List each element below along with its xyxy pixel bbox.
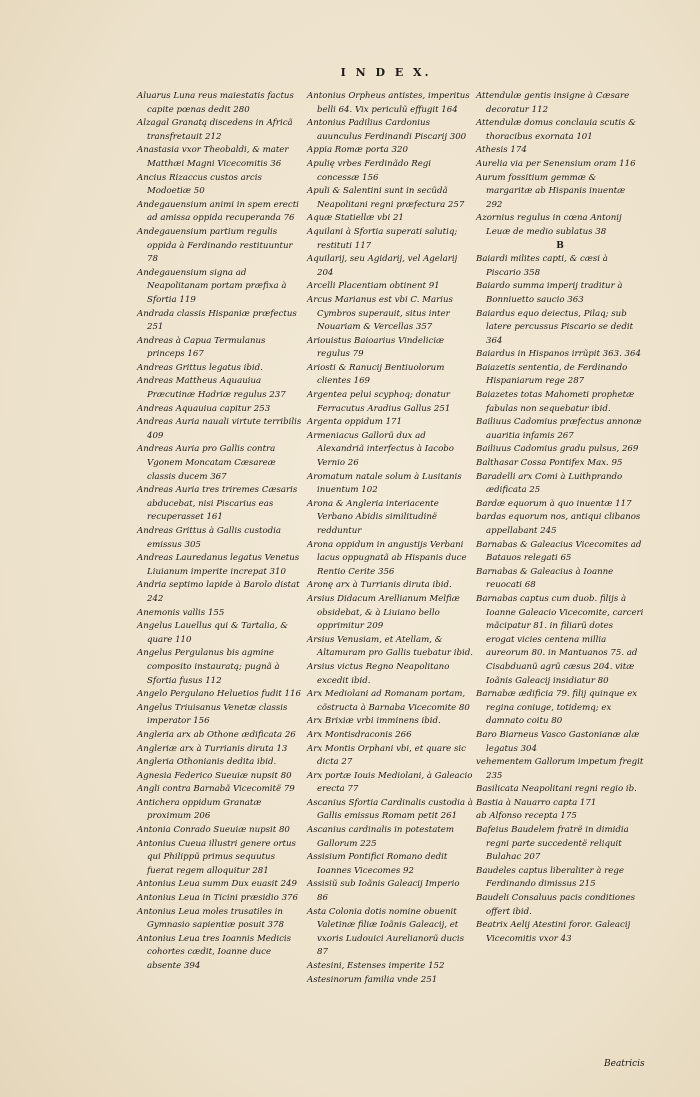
index-entry: Baiardus equo deiectus, Pilaq; sub latere percussus Piscario se dedit 364 (476, 308, 634, 346)
index-entry: Angelus Pergulanus bis agmine composito instauratą; pugnã à Sfortia fusus 112 (137, 648, 280, 686)
index-entry: Angleria arx ab Othone ædificata 26 (137, 729, 296, 740)
index-entry: Assisiũ sub Ioãnis Galeacij Imperio 86 (307, 879, 460, 904)
index-entry: Baudeles captus liberaliter à rege Ferdinando dimissus 215 (476, 865, 624, 890)
index-entry: Ascanius Sfortia Cardinalis custodia à Gallis emissus Romam petit 261 (307, 797, 473, 822)
catchword: Beatricis (604, 1059, 645, 1069)
index-entry: Antonia Conrado Sueuiæ nupsit 80 (137, 825, 290, 836)
index-entry: Astesini, Estenses imperite 152 (307, 961, 445, 971)
index-entry: Asta Colonia dotis nomine obuenit Valetinæ filiæ Ioãnis Galeacij, et vxoris Ludouici Aurelianorũ ducis 87 (307, 906, 465, 958)
index-entry: Andreas Mattheus Aquauiua Præcutinæ Hadriæ regulus 237 (137, 376, 286, 401)
index-entry: Bardæ equorum à quo inuentæ 117 (476, 498, 632, 509)
index-entry: Antichera oppidum Granatæ proximum 206 (137, 797, 262, 822)
index-entry: Antonius Leua summ Dux euasit 249 (137, 879, 297, 890)
index-entry: Barnabas & Galeacius Vicecomites ad Batauos relegati 65 (476, 539, 642, 564)
index-entry: Andreas Auria nauali virtute terribilis 409 (137, 417, 302, 441)
index-entry: Attendulæ gentis insigne à Cæsare decoratur 112 (476, 91, 630, 115)
index-entry: Arsius victus Regno Neapolitano excedit ibid. (307, 661, 450, 686)
index-entry: Arx Montisdraconis 266 (307, 729, 412, 740)
index-entry: Antonius Leua in Ticini præsidio 376 (137, 893, 298, 904)
index-entry: Arx Montis Orphani vbi, et quare sic dicta 27 (307, 743, 466, 768)
index-entry: Barnabæ ædificia 79. filij quinque ex regina coniuge, totidemq; ex damnato coitu 80 (476, 689, 638, 727)
index-entry: Anastasia vxor Theobaldi, & mater Matthæi Magni Vicecomitis 36 (137, 145, 289, 169)
index-entry: Barnabas captus cum duob. filijs à Ioanne Galeacio Vicecomite, carceri mãcipatur 81. in filiarũ dotes erogat vicies centena millia aureorum 80. in Mantuanos 75. ad Cisabduanũ agrũ cæsus 204. vitæ Ioãnis Galeacij insidiatur 80 (476, 593, 644, 686)
index-column-3 (476, 90, 644, 946)
index-column-2 (307, 90, 473, 987)
index-entry: vehementem Gallorum impetum fregit 235 (476, 757, 644, 781)
index-entry: Arx Mediolani ad Romanam portam, cõstructa à Barnaba Vicecomite 80 (307, 689, 470, 713)
index-column-1 (137, 90, 303, 974)
index-entry: Azornius regulus in cœna Antonij Leuæ de medio sublatus 38 (476, 213, 622, 237)
index-entry: Antonius Orpheus antistes, imperitus belli 64. Vix periculũ effugit 164 (307, 91, 470, 115)
index-entry: Angelus Triuisanus Venetæ classis imperator 156 (137, 702, 288, 727)
index-entry: Astesinorum familia vnde 251 (307, 974, 438, 985)
index-entry: Baiardi milites capti, & cæsi à Piscario 358 (476, 254, 608, 278)
index-entry: Andrada classis Hispaniæ præfectus 251 (137, 308, 297, 333)
index-entry: Andegauensium animi in spem erecti ad amissa oppida recuperanda 76 (137, 199, 299, 224)
index-entry: Arcelli Placentiam obtinent 91 (307, 281, 440, 292)
index-entry: Andreas Grittus legatus ibid. (137, 362, 263, 373)
index-entry: Aurelia via per Senensium oram 116 (476, 158, 636, 169)
index-entry: Andria septimo lapide à Barolo distat 242 (137, 580, 300, 604)
index-entry: Apulię vrbes Ferdinãdo Regi concessæ 156 (307, 158, 432, 183)
index-entry: Antonius Padilius Cardonius auunculus Ferdinandi Piscarij 300 (307, 118, 467, 142)
index-entry: Baro Biarneus Vasco Gastonianæ alæ legatus 304 (476, 729, 640, 754)
index-entry: ab Alfonso recepta 175 (476, 811, 577, 822)
index-entry: Baradelli arx Comi à Luithprando ædificata 25 (476, 471, 623, 496)
index-entry: Andreas à Capua Termulanus princeps 167 (137, 335, 266, 360)
index-entry: Attendulæ domus conclauia scutis & thoracibus exornata 101 (476, 118, 636, 142)
index-entry: Andreas Lauredanus legatus Venetus Liuianum imperite increpat 310 (137, 553, 300, 577)
index-entry: Arx portæ Iouis Mediolani, à Galeacio erecta 77 (307, 770, 473, 795)
index-entry: Bailiuus Cadomius præfectus annonæ auaritia infamis 267 (476, 417, 642, 441)
index-entry: Andreas Auria pro Gallis contra Vgonem Moncatam Cæsareæ classis ducem 367 (137, 444, 276, 482)
index-entry: Aurum fossitium gemmæ & margaritæ ab Hispanis inuentæ 292 (476, 172, 626, 210)
index-entry: Anemonis vallis 155 (137, 607, 225, 618)
index-entry: Agnesia Federico Sueuiæ nupsit 80 (137, 770, 292, 781)
index-entry: Bailiuus Cadomius gradu pulsus, 269 (476, 444, 639, 455)
index-entry: Arx Brixiæ vrbi imminens ibid. (307, 716, 441, 727)
index-entry: bardas equorum nos, antiqui clibanos appellabant 245 (476, 512, 641, 536)
index-entry: Aquæ Statiellæ vbi 21 (307, 213, 404, 224)
index-entry: Andegauensium partium regulis oppida à Ferdinando restituuntur 78 (137, 226, 293, 265)
index-entry: Angli contra Barnabã Vicecomitë 79 (137, 784, 295, 795)
index-entry: Antonius Cueua illustri genere ortus qui Philippũ primus sequutus fuerat regem alloquitur 281 (137, 838, 296, 876)
index-entry: Baiazetes totas Mahometi prophetæ fabulas non sequebatur ibid. (476, 390, 635, 414)
index-entry: Aquilarij, seu Agidarij, vel Agelarij 204 (307, 254, 458, 278)
index-entry: Angelus Lauellus qui & Tartalia, & quare 110 (137, 621, 288, 645)
index-entry: Bastia à Nauarro capta 171 (476, 797, 597, 808)
index-entry: Appia Romæ porta 320 (307, 145, 408, 156)
index-entry: Apuli & Salentini sunt in secũdã Neapolitani regni præfectura 257 (307, 186, 465, 210)
index-entry: Alzagal Granatą discedens in Africã transfretauit 212 (137, 118, 293, 142)
index-entry: Aquilani à Sfortia superati salutiq; restituti 117 (307, 226, 458, 251)
index-entry: Baiardo summa imperij traditur à Bonniuetto saucio 363 (476, 281, 623, 305)
index-column-3-b-entries (476, 253, 644, 946)
index-column-3-a-entries (476, 90, 644, 240)
index-entry: Baiardus in Hispanos irrũpit 363. 364 (476, 349, 641, 360)
index-entry: Angleria Othonianis dedita ibid. (137, 757, 277, 768)
index-entry: Andreas Grittus à Gallis custodia emissus 305 (137, 526, 281, 550)
index-entry: Baudeli Consaluus pacis conditiones offert ibid. (476, 893, 636, 917)
index-entry: Argenta oppidum 171 (307, 417, 402, 428)
index-entry: Barnabas & Galeacius à Ioanne reuocati 68 (476, 566, 614, 591)
index-entry: Ancius Rizaccus custos arcis Modoetiæ 50 (137, 172, 262, 197)
index-entry: Antonius Leua moles trusatiles in Gymnasio sapientiæ posuit 378 (137, 906, 284, 931)
index-entry: Aluarus Luna reus maiestatis factus capite pœnas dedit 280 (137, 91, 294, 115)
index-entry: Arcus Marianus est vbi C. Marius Cymbros superauit, situs inter Nouariam & Vercellas 357 (307, 294, 453, 333)
index-entry: Athesis 174 (476, 145, 527, 156)
index-entry: Andreas Aquauiua capitur 253 (137, 403, 271, 414)
index-entry: Ascanius cardinalis in potestatem Gallorum 225 (307, 825, 455, 849)
page-header: I N D E X. (340, 66, 432, 79)
index-entry: Andreas Auria tres triremes Cæsaris abducebat, nisi Piscarius eas recuperasset 161 (137, 485, 298, 523)
index-entry: Armeniacus Gallorũ dux ad Alexandriã interfectus à Iacobo Vernio 26 (307, 430, 454, 469)
index-entry: Angleriæ arx à Turrianis diruta 13 (137, 743, 288, 754)
index-entry: Assisium Pontifici Romano dedit Ioannes Vicecomes 92 (307, 852, 448, 876)
index-entry: Ariouistus Baioarius Vindeliciæ regulus 79 (307, 335, 445, 360)
index-entry: Andegauensium signa ad Neapolitanam portam præfixa à Sfortia 119 (137, 267, 287, 305)
index-entry: Angelo Pergulano Heluetios fudit 116 (137, 689, 301, 700)
index-entry: Aromatum natale solum à Lusitanis inuentum 102 (307, 471, 462, 496)
index-entry: Beatrix Aelij Atestini foror. Galeacij Vicecomitis vxor 43 (476, 920, 631, 944)
index-entry: Balthasar Cossa Pontifex Max. 95 (476, 458, 623, 469)
index-entry: Ariosti & Ranucij Bentiuolorum clientes 169 (307, 362, 445, 387)
index-entry: Basilicata Neapolitani regni regio ib. (476, 784, 637, 795)
index-entry: Arona oppidum in angustijs Verbani lacus oppugnatã ab Hispanis duce Rentio Cerite 356 (307, 539, 467, 577)
index-entry: Aronę arx à Turrianis diruta ibid. (307, 580, 452, 591)
index-entry: Arona & Angleria interiacente Verbano Abidis similitudinë redduntur (307, 498, 439, 536)
section-letter-b: B (556, 240, 564, 251)
index-entry: Arsius Didacum Arellianum Melfiæ obsidebat, & à Liuiano bello opprimitur 209 (307, 593, 460, 632)
index-entry: Arsius Venusiam, et Atellam, & Altamuram pro Gallis tuebatur ibid. (307, 634, 473, 659)
index-entry: Argentea pelui scyphoq; donatur Ferracutus Aradius Gallus 251 (307, 390, 451, 414)
index-entry: Bafeius Baudelem fratrë in dimidia regni parte succedentë reliquit Bulahac 207 (476, 825, 629, 863)
index-entry: Antonius Leua tres Ioannis Medicis cohortes cædit, Ioanne duce absente 394 (137, 933, 292, 971)
index-entry: Baiazetis sententia, de Ferdinando Hispaniarum rege 287 (476, 362, 628, 387)
